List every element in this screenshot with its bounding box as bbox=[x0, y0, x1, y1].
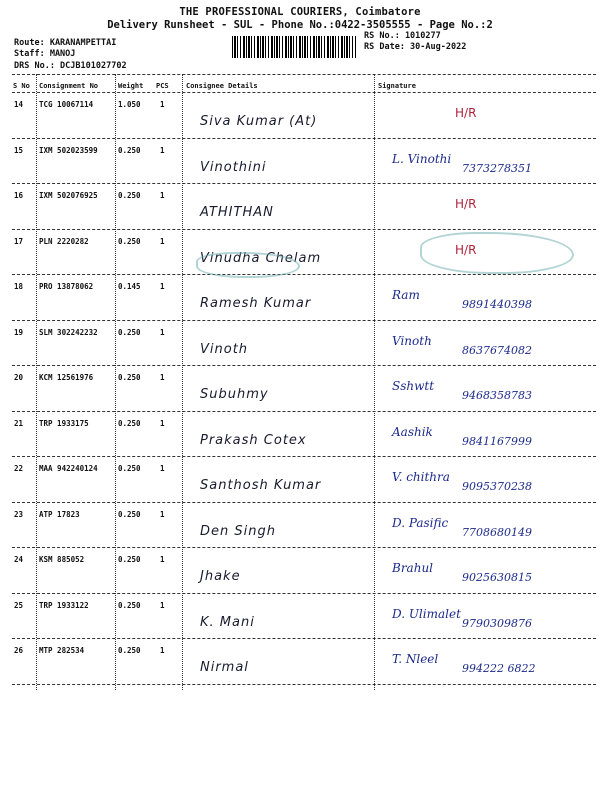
rs-number: RS No.: 1010277 bbox=[364, 31, 441, 41]
row-consignee-name: Santhosh Kumar bbox=[200, 478, 322, 493]
row-weight: 0.250 bbox=[118, 191, 141, 200]
row-signature: T. Nleel bbox=[392, 652, 439, 666]
row-phone-note: 994222 6822 bbox=[462, 662, 536, 675]
row-sno: 16 bbox=[14, 191, 24, 200]
document-title: THE PROFESSIONAL COURIERS, Coimbatore bbox=[179, 6, 421, 18]
row-consignment-no: KCM 12561976 bbox=[39, 373, 94, 382]
col-header-consignment: Consignment No bbox=[39, 82, 99, 90]
row-pcs: 1 bbox=[160, 418, 165, 428]
row-consignment-no: TRP 1933122 bbox=[39, 600, 89, 610]
row-pcs: 1 bbox=[160, 555, 165, 564]
row-pcs: 1 bbox=[160, 509, 165, 519]
row-sno: 14 bbox=[14, 100, 24, 109]
row-weight: 0.250 bbox=[118, 464, 141, 473]
table-header-border bbox=[12, 92, 596, 93]
row-consignee-name: Ramesh Kumar bbox=[200, 296, 312, 311]
row-phone-note: 7708680149 bbox=[462, 525, 532, 539]
row-divider bbox=[12, 593, 596, 594]
row-weight: 0.250 bbox=[118, 555, 141, 564]
rs-date: RS Date: 30-Aug-2022 bbox=[364, 42, 467, 52]
row-divider bbox=[12, 229, 596, 230]
row-sno: 18 bbox=[14, 282, 24, 291]
ink-smudge bbox=[420, 232, 574, 274]
row-signature: H/R bbox=[455, 197, 477, 211]
row-consignment-no: MTP 282534 bbox=[39, 646, 85, 655]
column-divider bbox=[115, 74, 116, 690]
barcode bbox=[232, 36, 356, 58]
row-divider bbox=[12, 365, 596, 366]
row-divider bbox=[12, 274, 596, 275]
row-divider bbox=[12, 183, 596, 184]
row-divider bbox=[12, 138, 596, 139]
row-sno: 23 bbox=[14, 509, 24, 519]
row-phone-note: 9841167999 bbox=[462, 434, 532, 448]
row-consignee-name: Subuhmy bbox=[200, 387, 269, 402]
row-pcs: 1 bbox=[160, 282, 165, 291]
row-consignee-name: Prakash Cotex bbox=[200, 432, 307, 448]
row-weight: 0.250 bbox=[118, 236, 141, 246]
row-weight: 0.250 bbox=[118, 327, 141, 337]
row-divider bbox=[12, 411, 596, 412]
row-consignee-name: K. Mani bbox=[200, 614, 255, 630]
row-signature: L. Vinothi bbox=[392, 151, 452, 166]
row-phone-note: 9025630815 bbox=[462, 571, 532, 584]
col-header-signature: Signature bbox=[378, 82, 416, 90]
row-sno: 21 bbox=[14, 418, 24, 428]
row-signature: Brahul bbox=[392, 561, 434, 575]
row-pcs: 1 bbox=[160, 646, 165, 655]
column-divider bbox=[374, 74, 375, 690]
column-divider bbox=[36, 74, 37, 690]
row-consignee-name: Jhake bbox=[200, 569, 241, 584]
row-consignment-no: TCG 10067114 bbox=[39, 100, 94, 109]
column-divider bbox=[182, 74, 183, 690]
table-top-border bbox=[12, 74, 596, 75]
row-weight: 0.250 bbox=[118, 646, 141, 655]
row-sno: 22 bbox=[14, 464, 24, 473]
row-phone-note: 8637674082 bbox=[462, 343, 532, 357]
row-phone-note: 9468358783 bbox=[462, 389, 532, 402]
ink-smudge bbox=[196, 252, 300, 278]
row-consignment-no: PLN 2220282 bbox=[39, 236, 89, 246]
row-weight: 0.250 bbox=[118, 373, 141, 382]
row-sno: 26 bbox=[14, 646, 24, 655]
row-sno: 25 bbox=[14, 600, 24, 610]
row-consignment-no: SLM 302242232 bbox=[39, 327, 98, 337]
row-phone-note: 9891440398 bbox=[462, 298, 532, 311]
row-weight: 0.250 bbox=[118, 600, 141, 610]
row-consignment-no: KSM 885052 bbox=[39, 555, 85, 564]
row-signature: Vinoth bbox=[392, 333, 432, 348]
row-pcs: 1 bbox=[160, 236, 165, 246]
row-divider bbox=[12, 547, 596, 548]
row-consignee-name: Den Singh bbox=[200, 523, 276, 539]
col-header-details: Consignee Details bbox=[186, 82, 258, 90]
row-phone-note: 9095370238 bbox=[462, 480, 532, 493]
row-consignment-no: IXM 502023599 bbox=[39, 145, 98, 155]
row-phone-note: 7373278351 bbox=[462, 161, 532, 175]
row-pcs: 1 bbox=[160, 464, 165, 473]
row-signature: Ram bbox=[392, 288, 420, 302]
row-signature: D. Pasific bbox=[392, 515, 449, 530]
row-divider bbox=[12, 502, 596, 503]
col-header-pcs: PCS bbox=[156, 82, 169, 90]
row-consignment-no: PRO 13878062 bbox=[39, 282, 94, 291]
row-sno: 15 bbox=[14, 145, 24, 155]
row-sno: 19 bbox=[14, 327, 24, 337]
row-weight: 0.250 bbox=[118, 418, 141, 428]
row-pcs: 1 bbox=[160, 373, 165, 382]
row-consignment-no: MAA 942240124 bbox=[39, 464, 98, 473]
row-pcs: 1 bbox=[160, 191, 165, 200]
staff-label: Staff: MANOJ bbox=[14, 49, 76, 59]
row-divider bbox=[12, 456, 596, 457]
row-signature: V. chithra bbox=[392, 470, 450, 484]
row-signature: D. Ulimalet bbox=[392, 606, 461, 621]
row-pcs: 1 bbox=[160, 327, 165, 337]
row-signature: H/R bbox=[455, 106, 477, 120]
document-subtitle: Delivery Runsheet - SUL - Phone No.:0422-3505555 - Page No.:2 bbox=[107, 19, 493, 31]
row-consignee-name: Vinothini bbox=[200, 159, 267, 175]
col-header-sno: S No bbox=[13, 82, 30, 90]
row-consignment-no: TRP 1933175 bbox=[39, 418, 89, 428]
row-sno: 24 bbox=[14, 555, 24, 564]
drs-number: DRS No.: DCJB101027702 bbox=[14, 61, 127, 71]
row-weight: 1.050 bbox=[118, 100, 141, 109]
row-pcs: 1 bbox=[160, 145, 165, 155]
row-consignee-name: Siva Kumar (At) bbox=[200, 114, 318, 129]
row-signature: Sshwtt bbox=[392, 379, 435, 393]
row-pcs: 1 bbox=[160, 100, 165, 109]
row-weight: 0.250 bbox=[118, 509, 141, 519]
row-weight: 0.145 bbox=[118, 282, 141, 291]
row-consignment-no: ATP 17823 bbox=[39, 509, 80, 519]
row-signature: H/R bbox=[455, 242, 477, 257]
row-signature: Aashik bbox=[392, 424, 433, 439]
row-divider bbox=[12, 320, 596, 321]
row-phone-note: 9790309876 bbox=[462, 616, 532, 630]
row-consignee-name: Vinoth bbox=[200, 341, 249, 357]
row-sno: 20 bbox=[14, 373, 24, 382]
row-sno: 17 bbox=[14, 236, 24, 246]
route-label: Route: KARANAMPETTAI bbox=[14, 38, 117, 48]
row-divider bbox=[12, 684, 596, 685]
row-consignee-name: Vinudha Chelam bbox=[200, 250, 322, 266]
row-consignee-name: Nirmal bbox=[200, 660, 249, 675]
row-pcs: 1 bbox=[160, 600, 165, 610]
col-header-weight: Weight bbox=[118, 82, 144, 90]
row-consignee-name: ATHITHAN bbox=[200, 205, 274, 220]
row-weight: 0.250 bbox=[118, 145, 141, 155]
row-consignment-no: IXM 502076925 bbox=[39, 191, 98, 200]
row-divider bbox=[12, 638, 596, 639]
